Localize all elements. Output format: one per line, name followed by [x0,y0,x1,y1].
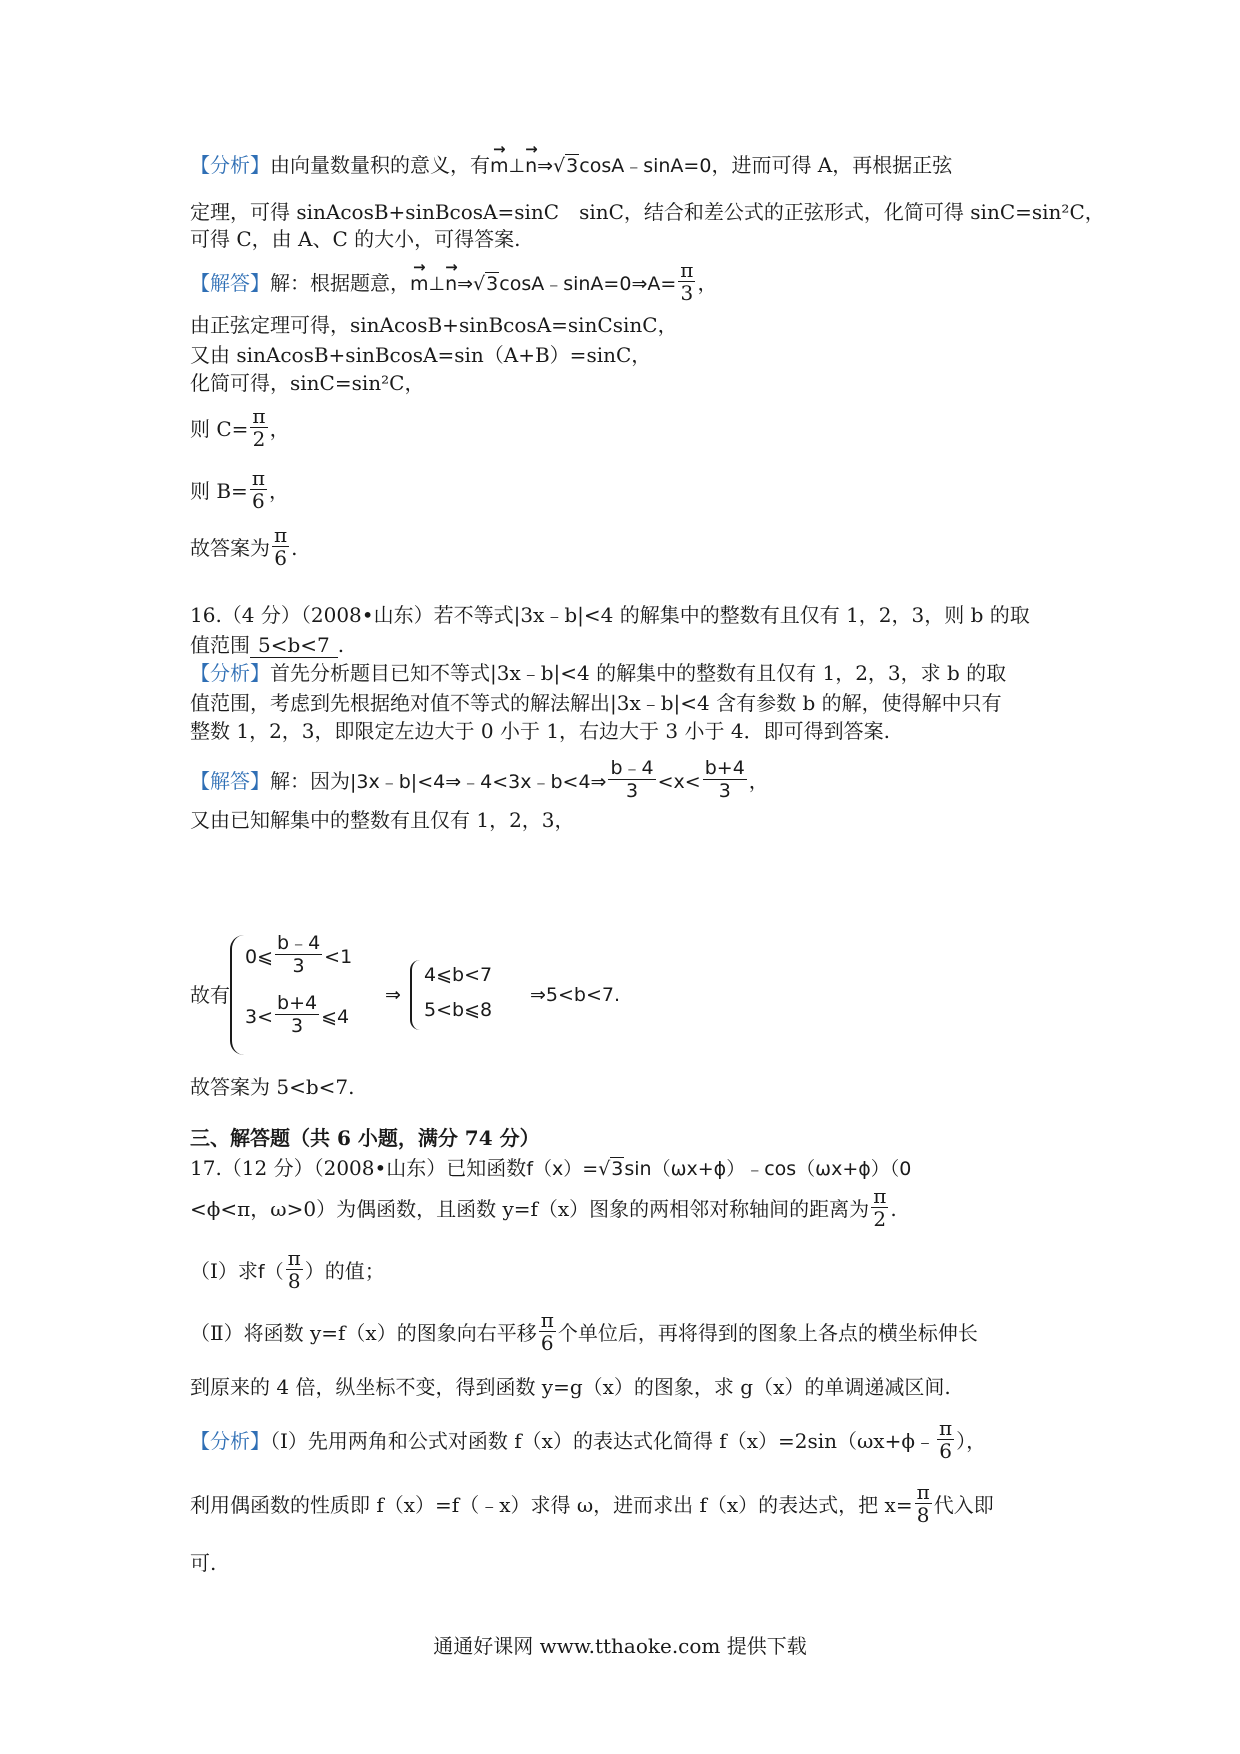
p16-analysis-line1: 【分析】首先分析题目已知不等式|3x﹣b|<4 的解集中的整数有且仅有 1，2，3，求 b 的取 [190,661,1007,685]
left-brace-small [410,960,424,1030]
solution-label: 【解答】 [190,271,270,295]
p17-part2-line1: （Ⅱ）将函数 y=f（x）的图象向右平移 $\frac{\pi}{6}$ 个单位后，再将得到的图象上各点的横坐标伸长 [190,1308,978,1355]
p15-solution-line3: 又由 sinAcosB+sinBcosA=sin（A+B）=sinC， [190,343,652,367]
inequality-system [190,932,890,1060]
analysis-label: 【分析】 [190,1429,270,1453]
p17-analysis-line3: 可. [190,1551,217,1575]
fraction-pi-over-2: $\frac{\pi}{2}$ [252,404,266,451]
solution-label: 【解答】 [190,769,270,793]
system-row1: 0⩽ $\frac{b﹣4}{3}$ <1 [245,932,353,977]
p17-question-line2: <ϕ<π，ω>0）为偶函数，且函数 y=f（x）图象的两相邻对称轴间的距离为 $\frac{\pi}{2}$ . [190,1184,897,1231]
p16-answer-blank: 5<b<7 [250,633,338,658]
system-result: ⇒5<b<7. [530,984,621,1006]
gu-you-text: 故有 [190,983,230,1007]
p15-solution-line1: 【解答】解：根据题意，→ m⊥→ n⇒√3cosA﹣sinA=0⇒A= $\frac{\pi}{3}$ ， [190,262,717,307]
system-row2: 3< $\frac{b+4}{3}$ ⩽4 [245,992,350,1037]
fraction-pi-over-8: $\frac{\pi}{8}$ [287,1246,301,1293]
p15-analysis-line2: 定理，可得 sinAcosB+sinBcosA=sinC sinC，结合和差公式的正弦形式，化简可得 sinC=sin²C， [190,200,1105,224]
p15-solution-line5: 则 C= $\frac{\pi}{2}$ ， [190,404,290,451]
system-implies-arrow: ⇒ [385,984,401,1006]
p16-final-answer: 故答案为 5<b<7. [190,1075,355,1099]
p17-part2-line2: 到原来的 4 倍，纵坐标不变，得到函数 y=g（x）的图象，求 g（x）的单调递减区间. [190,1375,951,1399]
p15-solution-line2: 由正弦定理可得，sinAcosB+sinBcosA=sinCsinC， [190,313,678,337]
vector-expression: → m⊥→ n⇒√3cosA﹣sinA=0 [490,155,711,177]
p16-solution-line2: 又由已知解集中的整数有且仅有 1，2，3， [190,808,575,832]
fraction-pi-over-6: $\frac{\pi}{6}$ [938,1416,953,1463]
fraction-pi-over-3: $\frac{\pi}{3}$ [680,258,694,305]
p15-analysis-line1: 【分析】由向量数量积的意义，有→ m⊥→ n⇒√3cosA﹣sinA=0，进而可得 A，再根据正弦 [190,150,952,181]
p16-question-line1: 16.（4 分）（2008•山东）若不等式|3x﹣b|<4 的解集中的整数有且仅有 1，2，3，则 b 的取 [190,603,1030,627]
p16-solution-line1: 【解答】解：因为|3x﹣b|<4⇒﹣4<3x﹣b<4⇒ $\frac{b﹣4}{3}$ <x< $\frac{b+4}{3}$ ， [190,757,769,802]
p15-solution-line7: 故答案为 $\frac{\pi}{6}$ . [190,523,298,570]
section-title: 三、解答题（共 6 小题，满分 74 分） [190,1126,540,1150]
p15-solution-line6: 则 B= $\frac{\pi}{6}$ ， [190,466,289,513]
fraction-pi-over-6: $\frac{\pi}{6}$ [274,523,288,570]
fraction-b-minus-4-over-3: $\frac{b﹣4}{3}$ [610,757,654,802]
p17-question-line1: 17.（12 分）（2008•山东）已知函数f（x）=√3sin（ωx+ϕ）﹣cos（ωx+ϕ）（0 [190,1156,912,1180]
p15-analysis-line3: 可得 C，由 A、C 的大小，可得答案. [190,227,521,251]
p17-part1: （Ⅰ）求f（ $\frac{\pi}{8}$ ）的值； [190,1246,385,1293]
fraction-b-plus-4-over-3: $\frac{b+4}{3}$ [704,757,745,802]
fraction-pi-over-6: $\frac{\pi}{6}$ [251,466,265,513]
fraction-pi-over-8: $\frac{\pi}{8}$ [916,1480,930,1527]
fraction-pi-over-6: $\frac{\pi}{6}$ [540,1308,554,1355]
p16-question-line2: 值范围 5<b<7 . [190,633,345,657]
p15-solution-line4: 化简可得，sinC=sin²C， [190,371,425,395]
fraction-pi-over-2: $\frac{\pi}{2}$ [873,1184,887,1231]
sub-system-row2: 5<b⩽8 [424,999,493,1021]
page-footer: 通通好课网 www.tthaoke.com 提供下载 [433,1634,807,1658]
sqrt-3: √3 [553,155,579,177]
p17-analysis-line1: 【分析】（Ⅰ）先用两角和公式对函数 f（x）的表达式化简得 f（x）=2sin（ωx+ϕ﹣ $\frac{\pi}{6}$ ）， [190,1416,987,1463]
analysis-label: 【分析】 [190,661,270,685]
p16-analysis-line2: 值范围，考虑到先根据绝对值不等式的解法解出|3x﹣b|<4 含有参数 b 的解，使得解中只有 [190,691,1002,715]
analysis-label: 【分析】 [190,153,270,177]
sub-system-row1: 4⩽b<7 [424,964,493,986]
p17-analysis-line2: 利用偶函数的性质即 f（x）=f（﹣x）求得 ω，进而求出 f（x）的表达式，把 x= $\frac{\pi}{8}$ 代入即 [190,1480,994,1527]
p16-analysis-line3: 整数 1，2，3，即限定左边大于 0 小于 1，右边大于 3 小于 4．即可得到答案. [190,719,890,743]
